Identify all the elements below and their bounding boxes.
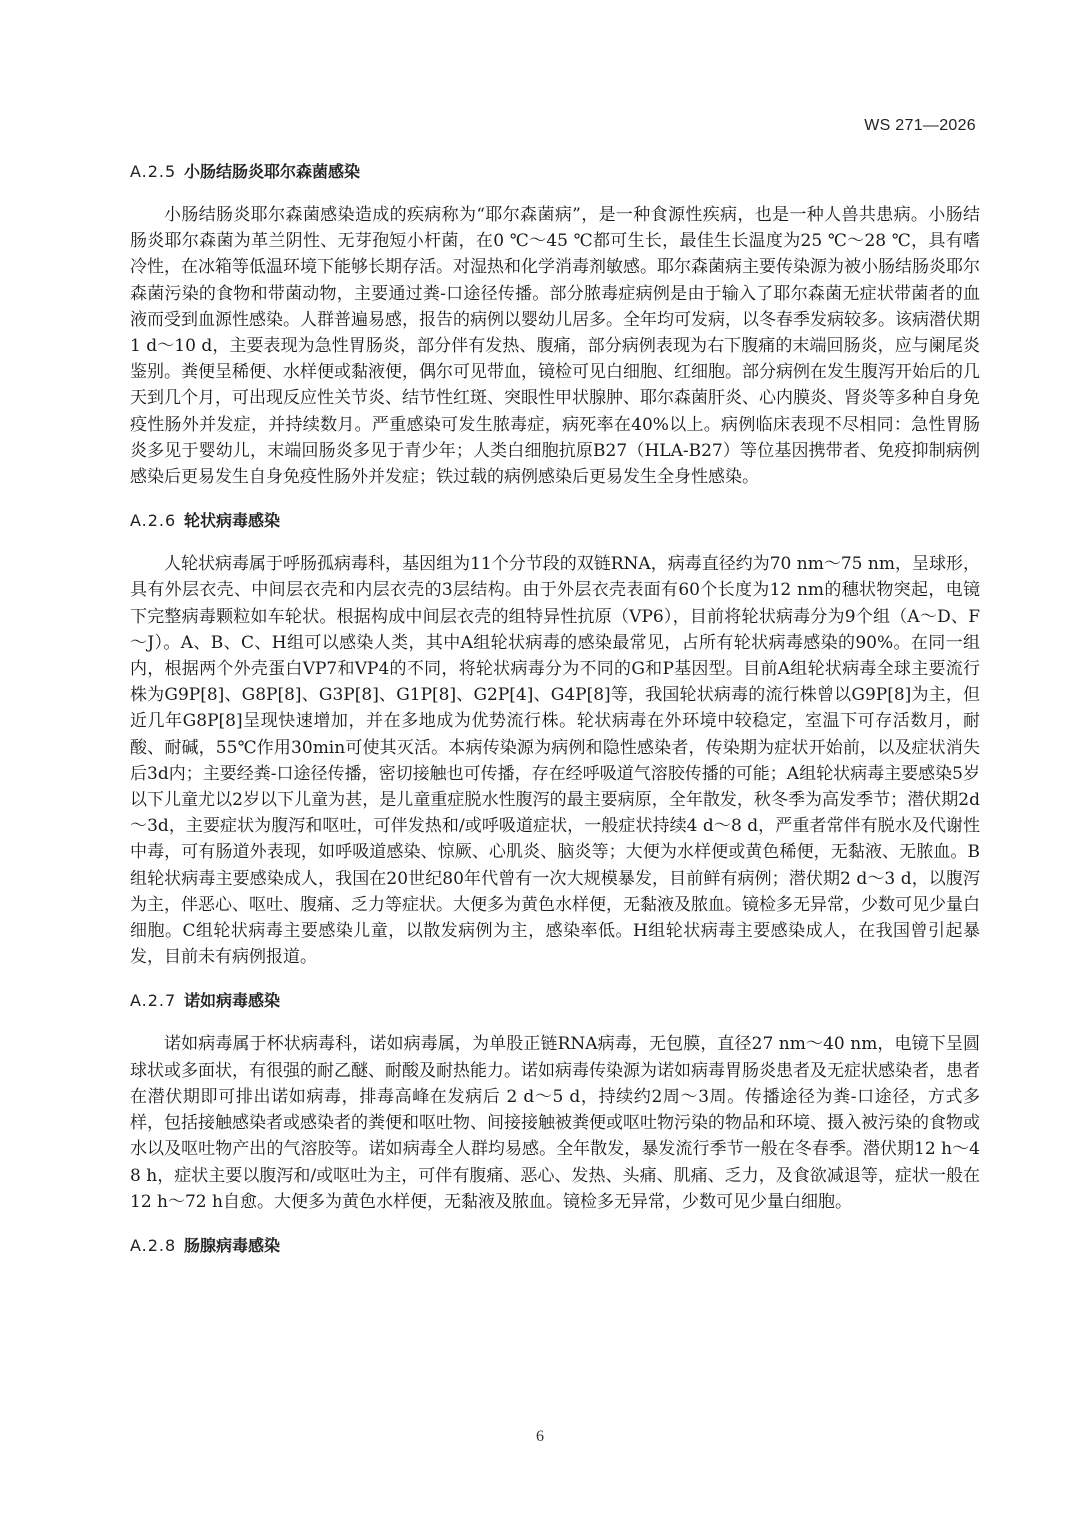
document-code: WS 271—2026 [864,117,976,134]
section-paragraph-a27: 诺如病毒属于杯状病毒科，诺如病毒属，为单股正链RNA病毒，无包膜，直径27 nm～40 nm，电镜下呈圆球状或多面状，有很强的耐乙醚、耐酸及耐热能力。诺如病毒传染源为诺如病毒胃肠炎患者及无症状感染者，患者在潜伏期即可排出诺如病毒，排毒高峰在发病后 2 d～5 d，持续约2周～3周。传播途径为粪-口途径，方式多样，包括接触感染者或感染者的粪便和呕吐物、间接接触被粪便或呕吐物污染的物品和环境、摄入被污染的食物或水以及呕吐物产出的气溶胶等。诺如病毒全人群均易感。全年散发，暴发流行季节一般在冬春季。潜伏期12 h～48 h，症状主要以腹泻和/或呕吐为主，可伴有腹痛、恶心、发热、头痛、肌痛、乏力，及食欲减退等，症状一般在12 h～72 h自愈。大便多为黄色水样便，无黏液及脓血。镜检多无异常，少数可见少量白细胞。 [130,1034,980,1212]
section-number: A.2.7 [130,991,177,1011]
section-heading-a25 [130,158,980,202]
section-number: A.2.8 [130,1235,177,1255]
section-title: 轮状病毒感染 [184,511,281,531]
section-number: A.2.5 [130,162,177,181]
section-paragraph-a26: 人轮状病毒属于呼肠孤病毒科，基因组为11个分节段的双链RNA，病毒直径约为70 nm～75 nm，呈球形，具有外层衣壳、中间层衣壳和内层衣壳的3层结构。由于外层衣壳表面有60个长度为12 nm的穗状物突起，电镜下完整病毒颗粒如车轮状。根据构成中间层衣壳的组特异性抗原（VP6），目前将轮状病毒分为9个组（A～D、F～J）。A、B、C、H组可以感染人类，其中A组轮状病毒的感染最常见，占所有轮状病毒感染的90%。在同一组内，根据两个外壳蛋白VP7和VP4的不同，将轮状病毒分为不同的G和P基因型。目前A组轮状病毒全球主要流行株为G9P[8]、G8P[8]、G3P[8]、G1P[8]、G2P[4]、G4P[8]等，我国轮状病毒的流行株曾以G9P[8]为主，但近几年G8P[8]呈现快速增加，并在多地成为优势流行株。轮状病毒在外环境中较稳定，室温下可存活数月，耐酸、耐碱，55℃作用30min可使其灭活。本病传染源为病例和隐性感染者，传染期为症状开始前，以及症状消失后3d内；主要经粪-口途径传播，密切接触也可传播，存在经呼吸道气溶胶传播的可能；A组轮状病毒主要感染5岁以下儿童尤以2岁以下儿童为甚，是儿童重症脱水性腹泻的最主要病原，全年散发，秋冬季为高发季节；潜伏期2d～3d，主要症状为腹泻和呕吐，可伴发热和/或呼吸道症状，一般症状持续4 d～8 d，严重者常伴有脱水及代谢性中毒，可有肠道外表现，如呼吸道感染、惊厥、心肌炎、脑炎等；大便为水样便或黄色稀便，无黏液、无脓血。B组轮状病毒主要感染成人，我国在20世纪80年代曾有一次大规模暴发，目前鲜有病例；潜伏期2 d～3 d，以腹泻为主，伴恶心、呕吐、腹痛、乏力等症状。大便多为黄色水样便，无黏液及脓血。镜检多无异常，少数可见少量白细胞。C组轮状病毒主要感染儿童，以散发病例为主，感染率低。H组轮状病毒主要感染成人，在我国曾引起暴发，目前未有病例报道。 [130,554,980,968]
section-paragraph-a25: 小肠结肠炎耶尔森菌感染造成的疾病称为“耶尔森菌病”，是一种食源性疾病，也是一种人兽共患病。小肠结肠炎耶尔森菌为革兰阴性、无芽孢短小杆菌，在0 ℃～45 ℃都可生长，最佳生长温度为25 ℃～28 ℃，具有嗜冷性，在冰箱等低温环境下能够长期存活。对湿热和化学消毒剂敏感。耶尔森菌病主要传染源为被小肠结肠炎耶尔森菌污染的食物和带菌动物，主要通过粪-口途径传播。部分脓毒症病例是由于输入了耶尔森菌无症状带菌者的血液而受到血源性感染。人群普遍易感，报告的病例以婴幼儿居多。全年均可发病，以冬春季发病较多。该病潜伏期1 d～10 d，主要表现为急性胃肠炎，部分伴有发热、腹痛，部分病例表现为右下腹痛的末端回肠炎，应与阑尾炎鉴别。粪便呈稀便、水样便或黏液便，偶尔可见带血，镜检可见白细胞、红细胞。部分病例在发生腹泻开始后的几天到几个月，可出现反应性关节炎、结节性红斑、突眼性甲状腺肿、耶尔森菌肝炎、心内膜炎、肾炎等多种自身免疫性肠外并发症，并持续数月。严重感染可发生脓毒症，病死率在40%以上。病例临床表现不尽相同：急性胃肠炎多见于婴幼儿，末端回肠炎多见于青少年；人类白细胞抗原B27（HLA-B27）等位基因携带者、免疫抑制病例感染后更易发生自身免疫性肠外并发症；铁过载的病例感染后更易发生全身性感染。 [130,205,980,488]
section-number: A.2.6 [130,511,177,531]
page-number: 6 [536,1428,544,1445]
section-title: 小肠结肠炎耶尔森菌感染 [184,162,361,181]
section-heading-a28 [130,1232,980,1276]
section-heading-a26 [130,507,980,551]
section-title: 肠腺病毒感染 [184,1235,281,1255]
document-body [130,158,980,1276]
section-heading-a27 [130,987,980,1031]
section-title: 诺如病毒感染 [184,991,281,1011]
